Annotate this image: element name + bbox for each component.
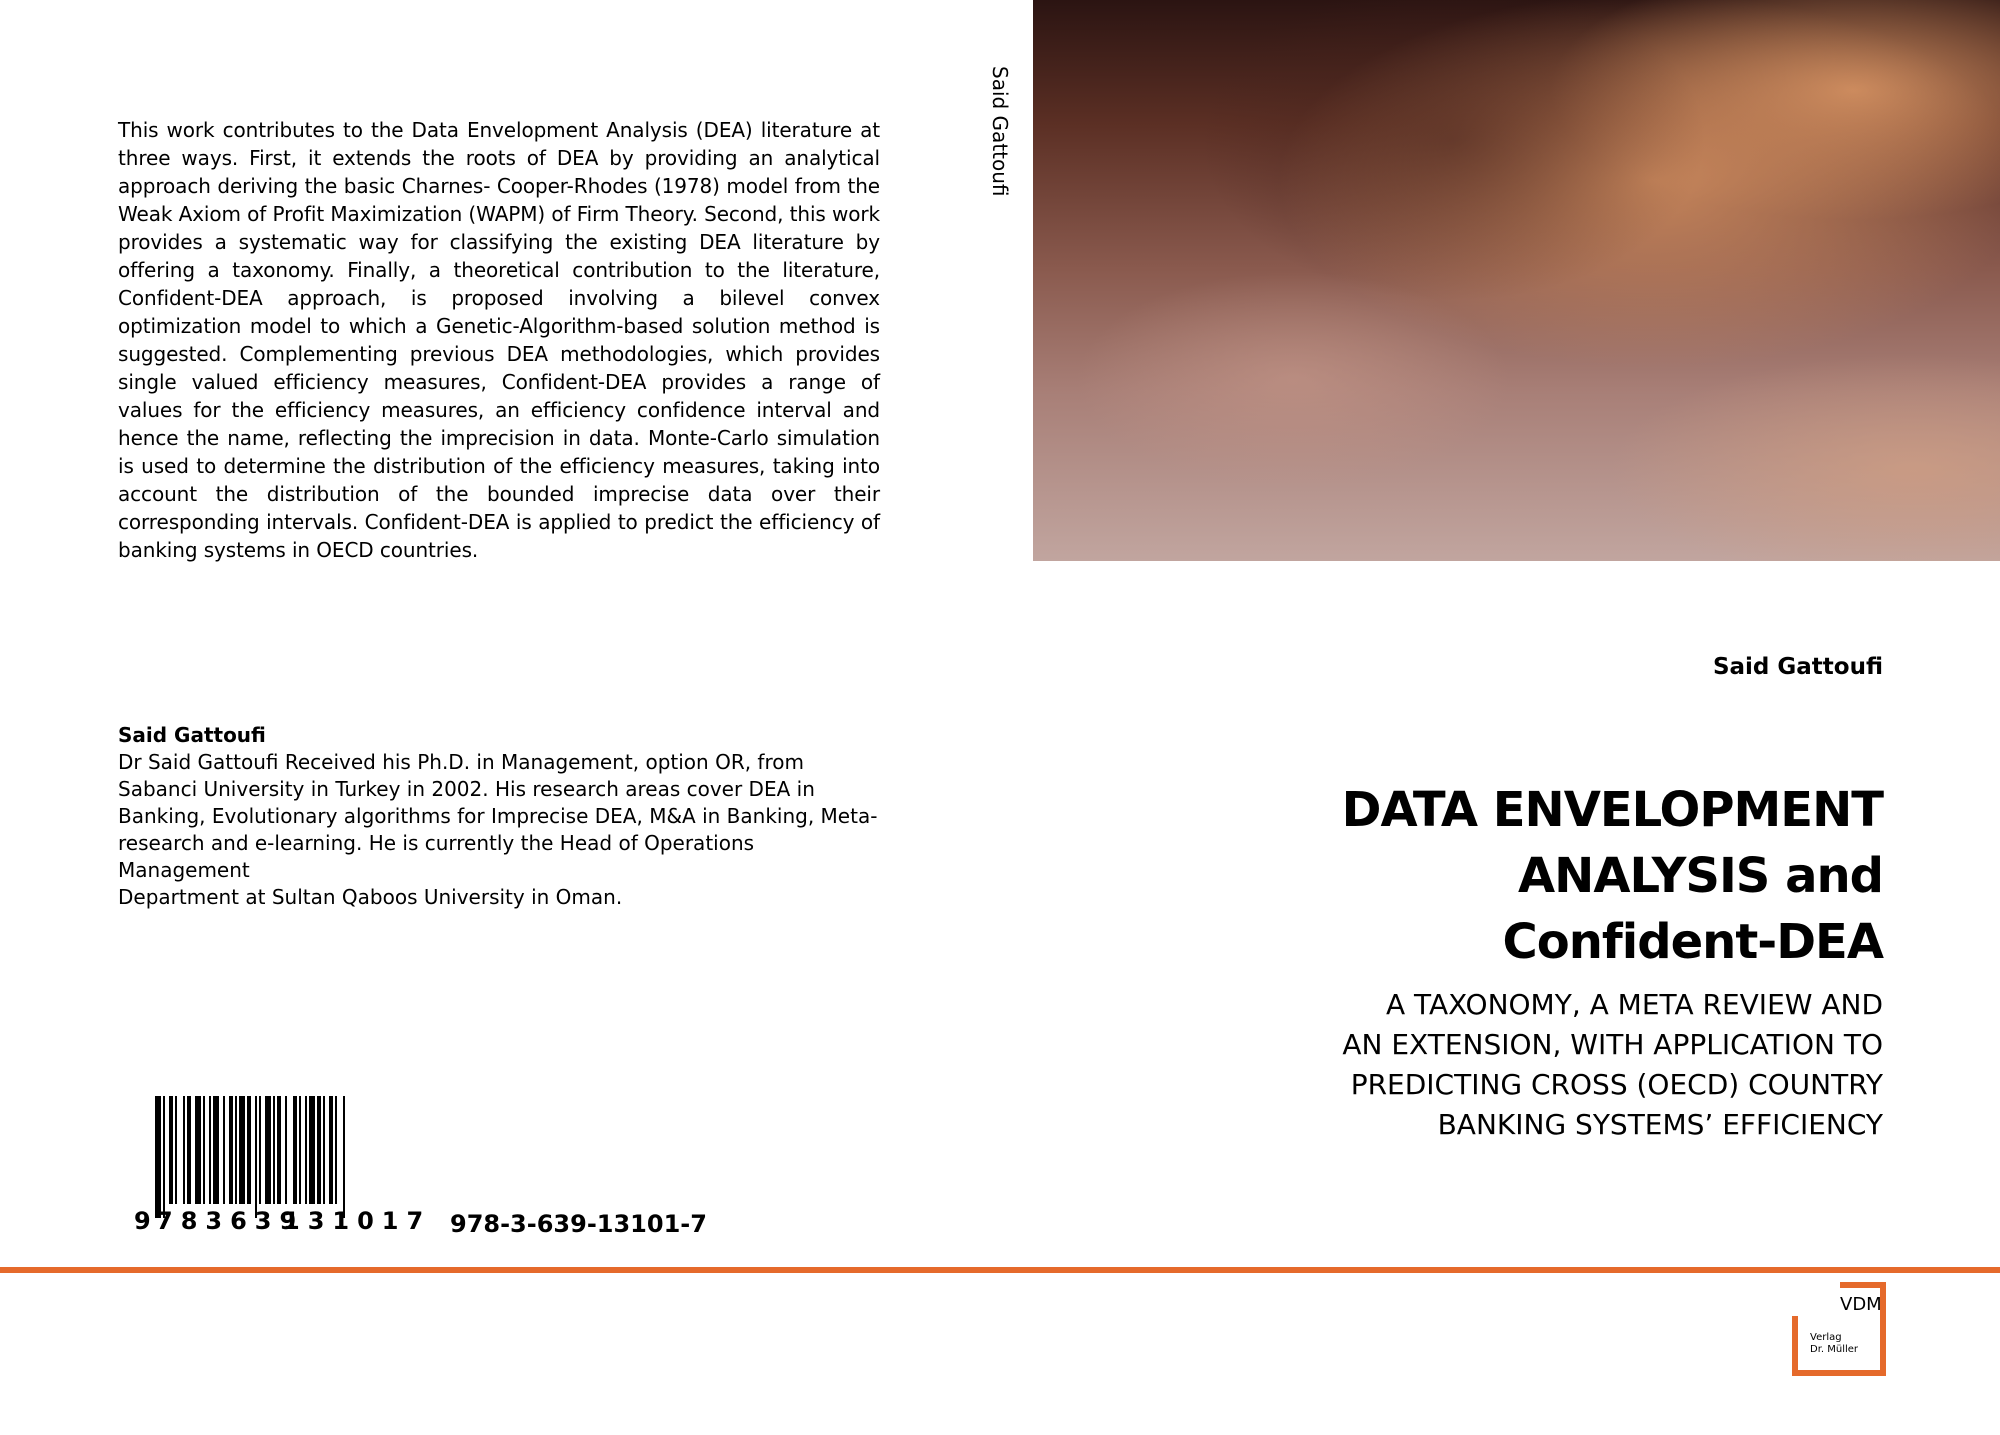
barcode-bar (273, 1096, 275, 1204)
barcode-bar (229, 1096, 233, 1204)
barcode-bar (329, 1096, 333, 1204)
bio-line: Department at Sultan Qaboos University in Oman. (118, 885, 623, 909)
subtitle-line: AN EXTENSION, WITH APPLICATION TO (1342, 1028, 1883, 1061)
bio-line: research and e-learning. He is currently the Head of Operations Management (118, 831, 755, 882)
barcode-bar (209, 1096, 211, 1204)
book-spine (985, 66, 1015, 266)
barcode-bar (203, 1096, 205, 1204)
barcode-digits-left: 783639 (156, 1207, 305, 1235)
barcode-bar (223, 1096, 225, 1204)
barcode-bar (259, 1096, 261, 1204)
author-bio (118, 722, 890, 911)
spine-author: Said Gattoufi (988, 66, 1012, 197)
title-line: ANALYSIS and (1518, 848, 1883, 904)
barcode-bar (155, 1096, 161, 1218)
barcode-bar (169, 1096, 173, 1204)
barcode-bar (317, 1096, 321, 1204)
subtitle-line: BANKING SYSTEMS’ EFFICIENCY (1437, 1108, 1883, 1141)
barcode-bar (323, 1096, 325, 1204)
barcode-bar (195, 1096, 201, 1204)
vdm-publisher-logo (1792, 1282, 1886, 1376)
barcode-digit-lead: 9 (134, 1207, 151, 1235)
bio-line: Sabanci University in Turkey in 2002. His research areas cover DEA in (118, 777, 815, 801)
barcode-bar (255, 1096, 257, 1218)
barcode-bar (305, 1096, 307, 1204)
vdm-logo-line1: Verlag (1810, 1332, 1842, 1343)
barcode-bar (175, 1096, 177, 1204)
cover-author: Said Gattoufi (1712, 654, 1883, 680)
bio-line: Banking, Evolutionary algorithms for Imprecise DEA, M&A in Banking, Meta- (118, 804, 878, 828)
barcode-bar (213, 1096, 219, 1204)
subtitle-line: PREDICTING CROSS (OECD) COUNTRY (1350, 1068, 1883, 1101)
barcode-digits-right: 131017 (283, 1207, 432, 1235)
barcode-bar (187, 1096, 191, 1204)
book-subtitle (1163, 985, 1883, 1145)
barcode-bar (239, 1096, 245, 1204)
vdm-logo-line2: Dr. Müller (1810, 1344, 1859, 1355)
vdm-logo-text: VDM (1840, 1294, 1882, 1315)
barcode-bar (183, 1096, 185, 1204)
barcode-bar (299, 1096, 301, 1204)
cover-sky-image (1033, 0, 2000, 561)
barcode-bar (343, 1096, 345, 1218)
back-cover-blurb: This work contributes to the Data Envelopment Analysis (DEA) literature at three ways. First, it extends the roots of DEA by providing an analytical approach deriving the basic Charnes- Cooper-Rhodes (1978) model from the Weak Axiom of Profit Maximization (WAPM) of Firm Theory. Second, this work provides a systematic way for classifying the existing DEA literature by offering a taxonomy. Finally, a theoretical contribution to the literature, Confident-DEA approach, is proposed involving a bilevel convex optimization model to which a Genetic-Algorithm-based solution method is suggested. Complementing previous DEA methodologies, which provides single valued efficiency measures, Confident-DEA provides a range of values for the efficiency measures, an efficiency confidence interval and hence the name, reflecting the imprecision in data. Monte-Carlo simulation is used to determine the distribution of the efficiency measures, taking into account the distribution of the bounded imprecise data over their corresponding intervals. Confident-DEA is applied to predict the efficiency of banking systems in OECD countries. (118, 118, 880, 562)
barcode-bar (309, 1096, 315, 1204)
title-line: DATA ENVELOPMENT (1341, 782, 1883, 838)
orange-divider (0, 1267, 2000, 1273)
barcode-bar (265, 1096, 271, 1204)
barcode-bar (277, 1096, 281, 1204)
barcode-bar (285, 1096, 287, 1204)
barcode-bars (155, 1096, 345, 1218)
barcode-bar (163, 1096, 165, 1218)
bio-author-name: Said Gattoufi (118, 723, 266, 747)
barcode-bar (293, 1096, 297, 1204)
title-line: Confident-DEA (1502, 914, 1883, 970)
barcode-bar (235, 1096, 237, 1204)
barcode-bar (335, 1096, 337, 1204)
book-title (1163, 777, 1883, 975)
subtitle-line: A TAXONOMY, A META REVIEW AND (1386, 988, 1883, 1021)
barcode-bar (247, 1096, 251, 1204)
isbn-number: 978-3-639-13101-7 (450, 1210, 707, 1238)
bio-line: Dr Said Gattoufi Received his Ph.D. in Management, option OR, from (118, 750, 804, 774)
